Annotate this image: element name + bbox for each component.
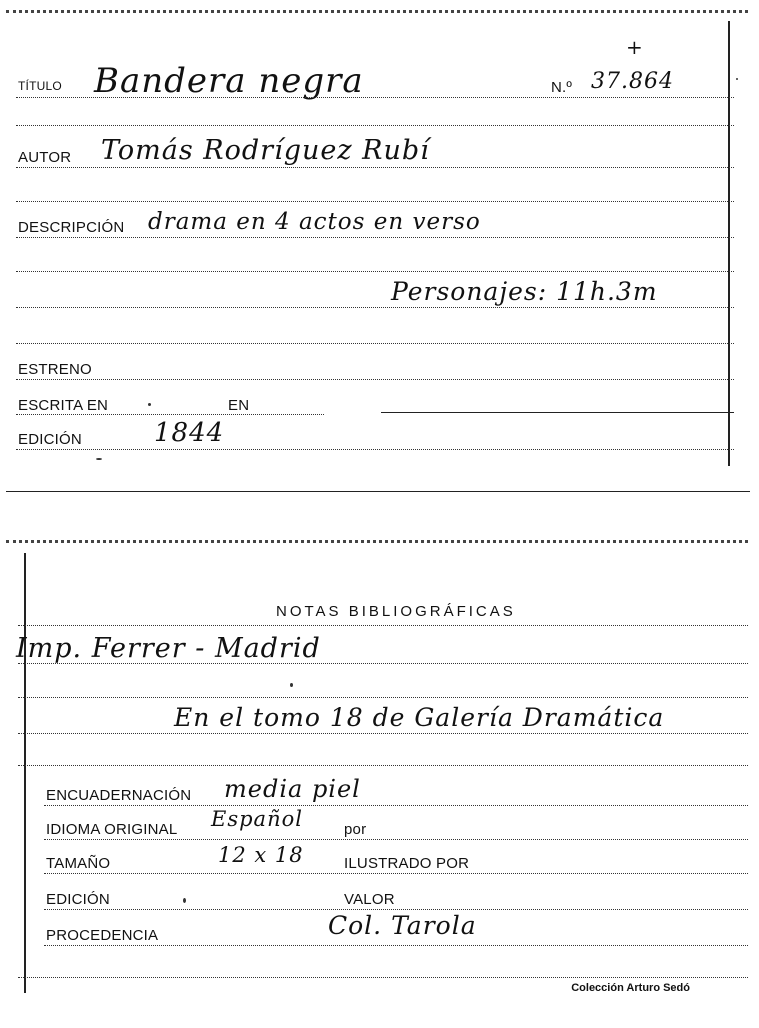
scan-speck — [290, 683, 293, 687]
note-line-1: Imp. Ferrer - Madrid — [16, 633, 321, 664]
card-right-border — [728, 21, 730, 466]
idioma-label: IDIOMA ORIGINAL — [46, 821, 178, 838]
line-escrita-left — [16, 414, 324, 415]
line-personajes — [16, 307, 734, 308]
line-3 — [16, 271, 734, 272]
line-tamano — [44, 873, 748, 874]
personajes-value: Personajes: 11h.3m — [391, 277, 658, 306]
autor-value: Tomás Rodríguez Rubí — [101, 135, 430, 166]
tamano-value: 12 x 18 — [218, 843, 304, 867]
descripcion-label: DESCRIPCIÓN — [18, 219, 125, 236]
numero-mark: + — [626, 35, 644, 59]
catalog-card-top — [6, 10, 748, 483]
titulo-label: TÍTULO — [18, 79, 62, 93]
edicion-label: EDICIÓN — [18, 431, 82, 448]
note-line-2: En el tomo 18 de Galería Dramática — [174, 703, 665, 732]
autor-label: AUTOR — [18, 149, 72, 166]
line-procedencia — [44, 945, 748, 946]
line-2 — [16, 201, 734, 202]
line-note-2 — [18, 733, 748, 734]
line-note-1 — [18, 663, 748, 664]
line-estreno — [16, 379, 734, 380]
card-left-border — [24, 553, 26, 993]
line-1 — [16, 125, 734, 126]
catalog-card-bottom — [6, 540, 748, 1013]
en-label: EN — [228, 397, 250, 414]
procedencia-label: PROCEDENCIA — [46, 927, 159, 944]
descripcion-value: drama en 4 actos en verso — [148, 209, 481, 235]
encuadernacion-value: media piel — [224, 775, 361, 803]
tamano-label: TAMAÑO — [46, 855, 111, 872]
line-autor — [16, 167, 734, 168]
card-bottom-edge — [6, 491, 750, 492]
edicion-value: 1844 — [154, 418, 225, 448]
notas-title: NOTAS BIBLIOGRÁFICAS — [276, 603, 516, 620]
line-descripcion — [16, 237, 734, 238]
scan-speck — [148, 403, 151, 406]
edicion-bottom-label: EDICIÓN — [46, 891, 110, 908]
estreno-label: ESTRENO — [18, 361, 92, 378]
line-idioma — [44, 839, 748, 840]
numero-value: 37.864 — [591, 69, 674, 94]
line-escrita-right — [381, 412, 734, 413]
ilustrado-por-label: ILUSTRADO POR — [344, 855, 470, 872]
numero-label: N.º — [551, 79, 573, 96]
line-titulo — [16, 97, 734, 98]
scan-speck — [96, 458, 102, 460]
line-edicion-bottom — [44, 909, 748, 910]
line-notas — [18, 625, 748, 626]
scan-speck — [736, 78, 738, 80]
line-note-blank — [18, 697, 748, 698]
por-label: por — [344, 821, 367, 838]
line-encuadernacion — [44, 805, 748, 806]
line-4 — [16, 343, 734, 344]
procedencia-value: Col. Tarola — [328, 911, 477, 940]
scan-speck — [183, 898, 186, 903]
encuadernacion-label: ENCUADERNACIÓN — [46, 787, 192, 804]
titulo-value: Bandera negra — [94, 61, 364, 101]
valor-label: VALOR — [344, 891, 395, 908]
line-note-blank-2 — [18, 765, 748, 766]
idioma-value: Español — [211, 807, 303, 831]
escrita-en-label: ESCRITA EN — [18, 397, 109, 414]
line-edicion — [16, 449, 734, 450]
line-bottom — [18, 977, 748, 978]
collection-credit: Colección Arturo Sedó — [571, 982, 690, 994]
